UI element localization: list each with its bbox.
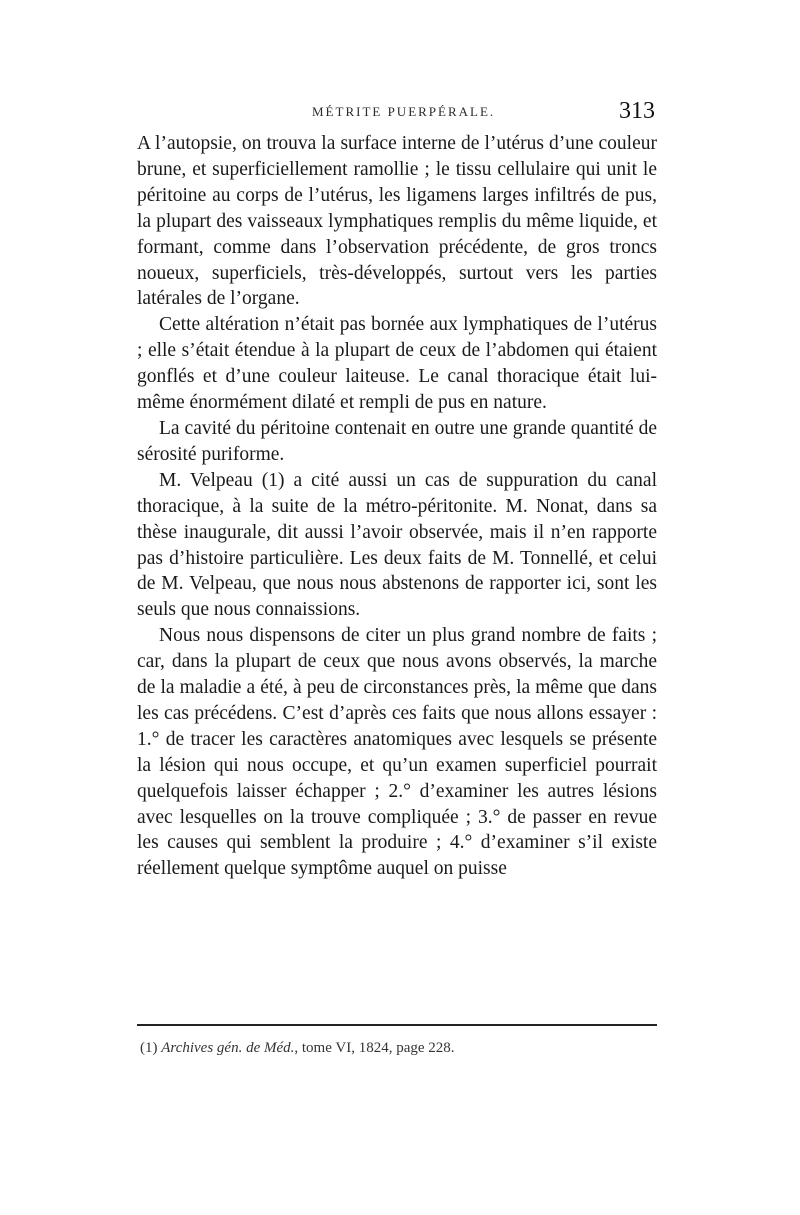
footnote-source: Archives gén. de Méd. [161,1040,295,1056]
footnote [140,1040,655,1057]
footnote-divider [137,1024,657,1026]
paragraph-autopsy: A l’autopsie, on trouva la surface interne de l’utérus d’une couleur brune, et superficiellement ramollie ; le tissu cellulaire qui unit le péritoine au corps de l’utérus, les ligamens larges infiltrés de pus, la plupart des vaisseaux lymphatiques remplis du même liquide, et formant, comme dans l’observation précédente, de gros troncs noueux, superficiels, très-développés, surtout vers les parties latérales de l’organe. [137,133,657,310]
footnote-marker: (1) [140,1040,158,1056]
paragraph-peritoneum: La cavité du péritoine contenait en outre une grande quantité de sérosité puriforme. [137,417,657,465]
paragraph-alteration: Cette altération n’était pas bornée aux lymphatiques de l’utérus ; elle s’était étendue à la plupart de ceux de l’abdomen qui étaient gonflés et d’une couleur laiteuse. Le canal thoracique était lui-même énormément dilaté et rempli de pus en nature. [137,314,657,414]
paragraph-velpeau: M. Velpeau (1) a cité aussi un cas de suppuration du canal thoracique, à la suite de la métro-péritonite. M. Nonat, dans sa thèse inaugurale, dit aussi l’avoir observée, mais il n’en rapporte pas d’histoire particulière. Les deux faits de M. Tonnellé, et celui de M. Velpeau, que nous nous abstenons de rapporter ici, sont les seuls que nous connaissions. [137,469,657,621]
paragraph-method: Nous nous dispensons de citer un plus grand nombre de faits ; car, dans la plupart de ceux que nous avons observés, la marche de la maladie a été, à peu de circonstances près, la même que dans les cas précédens. C’est d’après ces faits que nous allons essayer : 1.° de tracer les caractères anatomiques avec lesquels se présente la lésion qui nous occupe, et qu’un examen superficiel pourrait quelquefois laisser échapper ; 2.° d’examiner les autres lésions avec lesquelles on la trouve compliquée ; 3.° de passer en revue les causes qui semblent la produire ; 4.° d’examiner s’il existe réellement quelque symptôme auquel on puisse [137,625,657,880]
running-title: MÉTRITE PUERPÉRALE. [312,104,496,119]
footnote-details: , tome VI, 1824, page 228. [294,1040,455,1056]
page-header [137,100,657,126]
body-text [137,131,657,882]
page-number: 313 [619,98,655,124]
